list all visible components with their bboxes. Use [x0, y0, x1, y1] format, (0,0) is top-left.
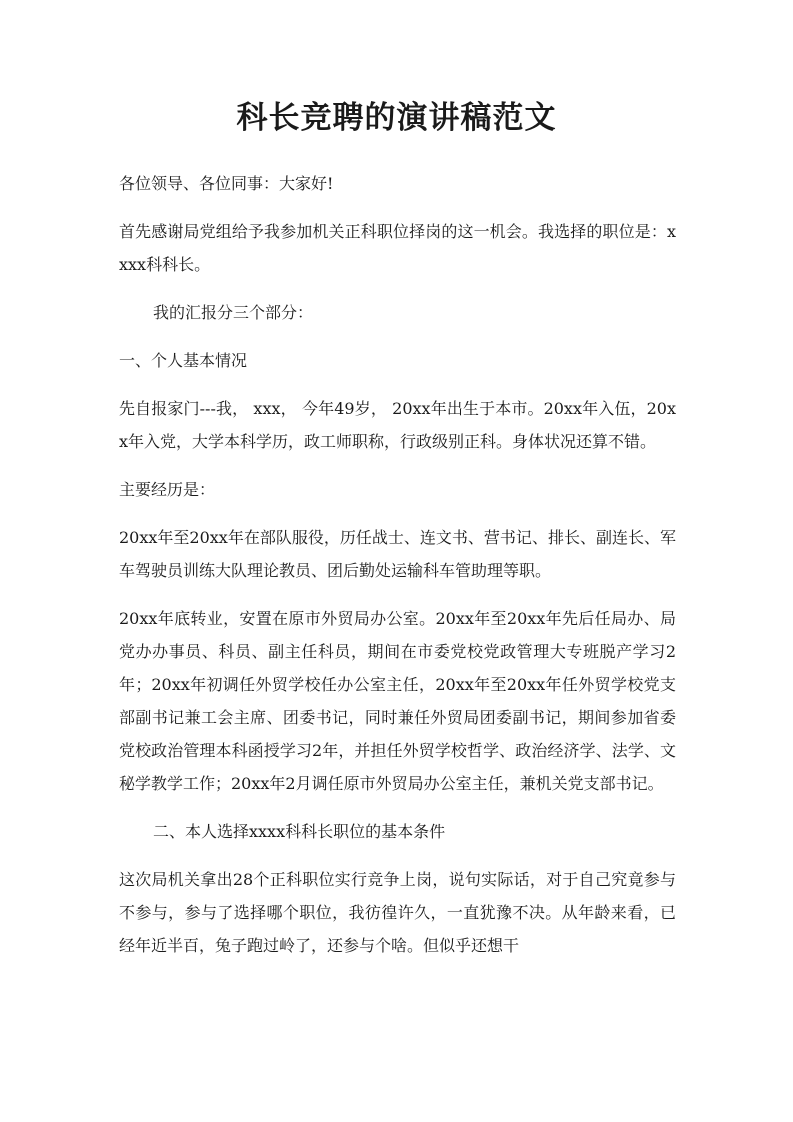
section-heading-1: 一、个人基本情况 [119, 351, 248, 370]
section-heading-2: 二、本人选择xxxx科科长职位的基本条件 [153, 822, 446, 841]
report-outline-paragraph: 我的汇报分三个部分： [153, 303, 314, 322]
motivation-paragraph: 这次局机关拿出28个正科职位实行竞争上岗，说句实际话，对于自己究竟参与不参与，参与了选择哪个职位，我彷徨许久，一直犹豫不决。从年龄来看，已经年近半百，兔子跑过岭了，还参与个啥。但似乎还想干 [119, 870, 676, 955]
experience-heading: 主要经历是： [119, 480, 216, 499]
career-experience-paragraph: 20xx年底转业，安置在原市外贸局办公室。20xx年至20xx年先后任局办、局党办办事员、科员、副主任科员，期间在市委党校党政管理大专班脱产学习2年；20xx年初调任外贸学校任办公室主任，20xx年至20xx年任外贸学校党支部副书记兼工会主席、团委书记，同时兼任外贸局团委副书记，期间参加省委党校政治管理本科函授学习2年，并担任外贸学校哲学、政治经济学、法学、文秘学教学工作；20xx年2月调任原市外贸局办公室主任，兼机关党支部书记。 [119, 609, 676, 793]
intro-paragraph: 首先感谢局党组给予我参加机关正科职位择岗的这一机会。我选择的职位是：xxxx科科长。 [119, 222, 676, 274]
greeting-paragraph: 各位领导、各位同事：大家好! [119, 174, 334, 193]
document-body [119, 167, 676, 977]
document-title: 科长竞聘的演讲稿范文 [236, 100, 557, 136]
military-experience-paragraph: 20xx年至20xx年在部队服役，历任战士、连文书、营书记、排长、副连长、军车驾驶员训练大队理论教员、团后勤处运输科车管助理等职。 [119, 528, 676, 580]
self-introduction-paragraph: 先自报家门---我， xxx， 今年49岁， 20xx年出生于本市。20xx年入伍，20xx年入党，大学本科学历，政工师职称，行政级别正科。身体状况还算不错。 [119, 399, 676, 451]
